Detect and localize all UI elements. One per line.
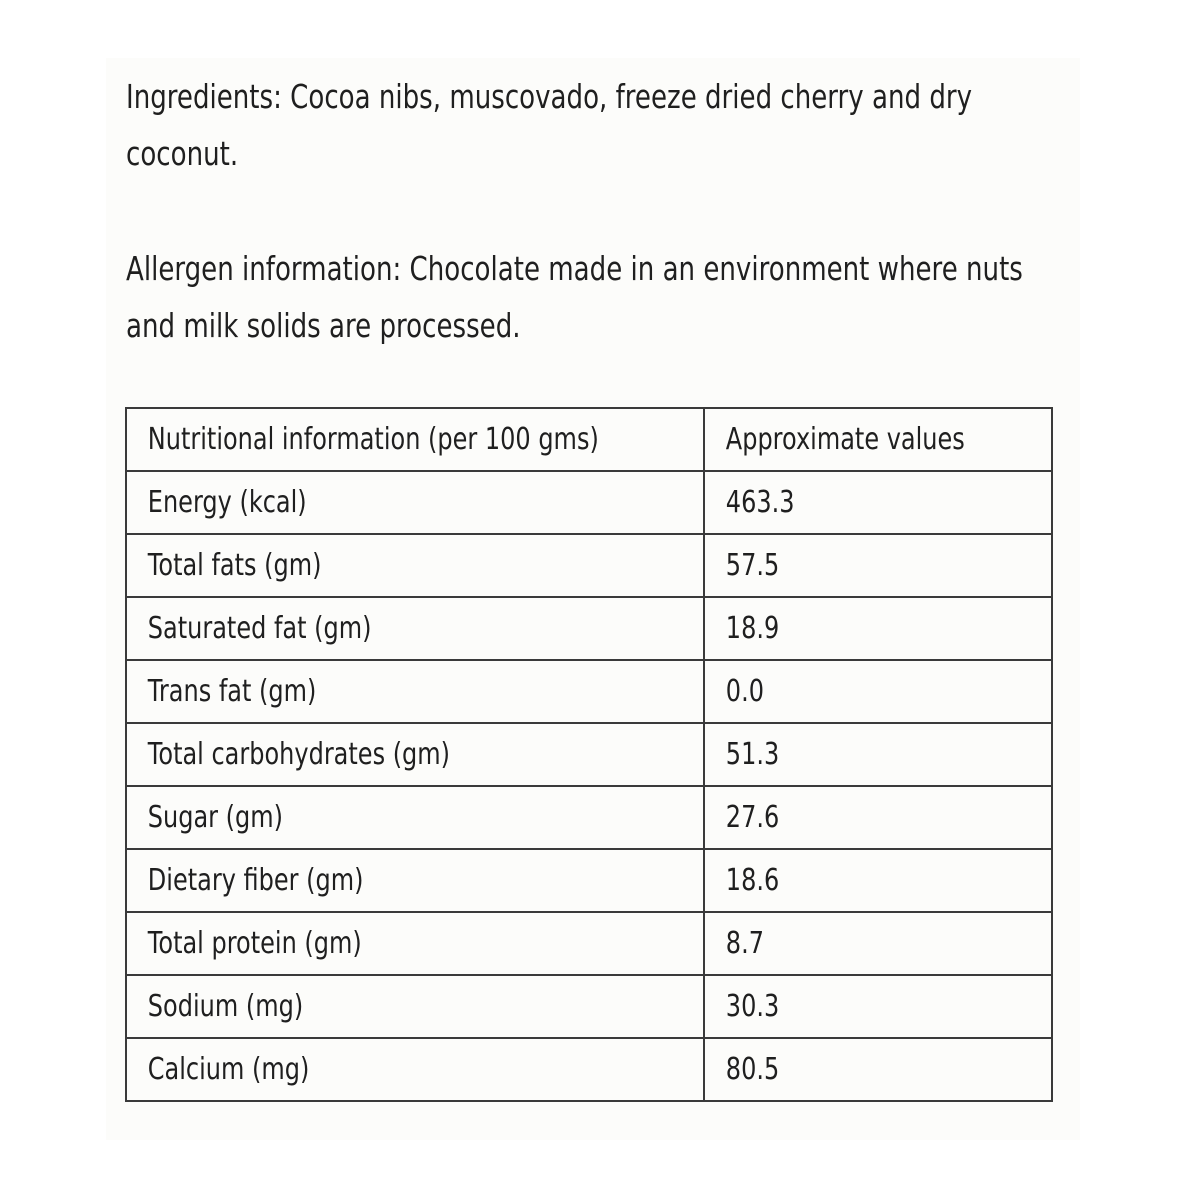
nutrient-value: 18.9 — [725, 611, 780, 646]
table-row — [126, 975, 1052, 1038]
nutrient-value: 8.7 — [725, 926, 764, 961]
value-cell — [704, 1038, 1052, 1101]
nutrient-label: Trans fat (gm) — [147, 674, 317, 709]
nutrient-value: 27.6 — [725, 800, 780, 835]
nutrient-value: 51.3 — [725, 737, 780, 772]
ingredients-text — [126, 68, 973, 182]
table-row — [126, 1038, 1052, 1101]
value-cell — [704, 723, 1052, 786]
nutrient-label: Dietary fiber (gm) — [147, 863, 364, 898]
ingredients-line: coconut. — [126, 134, 239, 173]
nutrient-cell — [126, 597, 704, 660]
allergen-line: and milk solids are processed. — [126, 306, 521, 345]
nutrient-cell — [126, 660, 704, 723]
value-cell — [704, 786, 1052, 849]
allergen-text — [126, 240, 1023, 354]
value-cell — [704, 534, 1052, 597]
nutrient-value: 80.5 — [725, 1052, 780, 1087]
nutrient-value: 0.0 — [725, 674, 764, 709]
header-cell-nutrient — [126, 408, 704, 471]
nutrient-cell — [126, 723, 704, 786]
table-header-row — [126, 408, 1052, 471]
nutrient-cell — [126, 786, 704, 849]
table-row — [126, 660, 1052, 723]
nutrient-cell — [126, 534, 704, 597]
nutrient-cell — [126, 1038, 704, 1101]
header-label: Approximate values — [725, 422, 965, 457]
nutrient-value: 30.3 — [725, 989, 780, 1024]
table-row — [126, 786, 1052, 849]
value-cell — [704, 660, 1052, 723]
allergen-line: Allergen information: Chocolate made in an environment where nuts — [126, 249, 1023, 288]
table-row — [126, 471, 1052, 534]
nutrient-value: 18.6 — [725, 863, 780, 898]
header-label: Nutritional information (per 100 gms) — [147, 422, 599, 457]
nutrient-value: 463.3 — [725, 485, 795, 520]
nutrition-table — [125, 407, 1053, 1102]
table-row — [126, 597, 1052, 660]
nutrient-label: Total carbohydrates (gm) — [147, 737, 451, 772]
nutrient-label: Total fats (gm) — [147, 548, 322, 583]
nutrient-cell — [126, 471, 704, 534]
value-cell — [704, 849, 1052, 912]
nutrient-cell — [126, 849, 704, 912]
header-cell-value — [704, 408, 1052, 471]
nutrient-label: Energy (kcal) — [147, 485, 307, 520]
nutrient-cell — [126, 975, 704, 1038]
nutrient-label: Sodium (mg) — [147, 989, 304, 1024]
nutrient-value: 57.5 — [725, 548, 780, 583]
nutrient-label: Total protein (gm) — [147, 926, 362, 961]
nutrient-label: Calcium (mg) — [147, 1052, 310, 1087]
nutrient-label: Saturated fat (gm) — [147, 611, 372, 646]
value-cell — [704, 597, 1052, 660]
ingredients-line: Ingredients: Cocoa nibs, muscovado, freeze dried cherry and dry — [126, 77, 973, 116]
table-row — [126, 723, 1052, 786]
value-cell — [704, 471, 1052, 534]
product-info-card — [106, 58, 1080, 1140]
table-row — [126, 534, 1052, 597]
table-row — [126, 849, 1052, 912]
table-row — [126, 912, 1052, 975]
value-cell — [704, 975, 1052, 1038]
nutrient-label: Sugar (gm) — [147, 800, 284, 835]
nutrient-cell — [126, 912, 704, 975]
value-cell — [704, 912, 1052, 975]
